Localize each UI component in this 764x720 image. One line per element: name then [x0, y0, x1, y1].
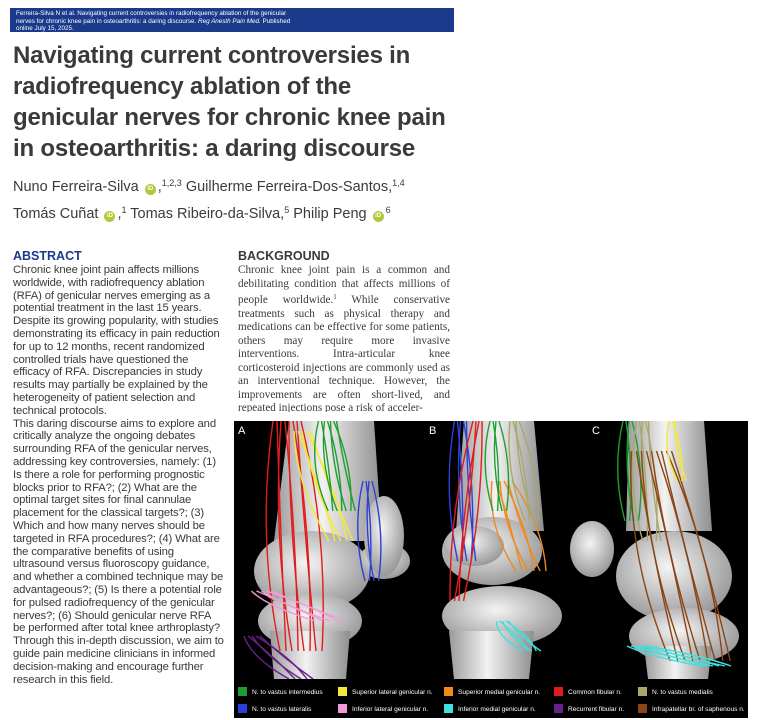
legend-item: Infrapatellar br. of saphenous n. — [638, 704, 745, 715]
legend-swatch — [238, 687, 247, 696]
knee-nerve-figure — [234, 421, 748, 718]
orcid-icon[interactable]: iD — [145, 184, 156, 195]
legend-item: Recurrent fibular n. — [554, 704, 624, 715]
author-name[interactable]: Tomas Ribeiro-da-Silva, — [130, 206, 285, 222]
legend-item: Superior medial genicular n. — [444, 687, 540, 698]
author-affiliation: 5 — [284, 205, 290, 215]
legend-item: Superior lateral genicular n. — [338, 687, 433, 698]
legend-item: Common fibular n. — [554, 687, 622, 698]
background-body — [238, 264, 450, 412]
author-affiliation: 6 — [385, 205, 391, 215]
panel-label-a: A — [238, 425, 246, 437]
background-text-b: While conservative treatments such as physical therapy and medications can be effective for some patients, others may require more invasive interventions. Intra-articular knee corticosteroid injections are commonly used as an interventional technique. However, the improvements are often short-lived, and repeated injections pose a risk of acceler- — [238, 294, 450, 412]
legend-item: N. to vastus lateralis — [238, 704, 311, 715]
legend-swatch — [638, 704, 647, 713]
legend-swatch — [554, 687, 563, 696]
author-name[interactable]: Tomás Cuñat — [13, 206, 99, 222]
citation-line1: Ferreira-Silva N et al. Navigating current controversies in radiofrequency ablation of the genicular — [16, 10, 287, 17]
orcid-icon[interactable]: iD — [104, 211, 115, 222]
author-affiliation: 1 — [121, 205, 127, 215]
reference-link[interactable]: 1 — [333, 293, 337, 301]
legend-swatch — [444, 687, 453, 696]
legend-swatch — [238, 704, 247, 713]
legend-swatch — [554, 704, 563, 713]
orcid-icon[interactable]: iD — [373, 211, 384, 222]
legend-swatch — [444, 704, 453, 713]
knee-anatomy-illustration — [234, 421, 748, 679]
panel-c-bones — [570, 421, 739, 679]
author-list: Nuno Ferreira-Silva iD ,$^{1,2,3}$ Guilherme Ferreira-Dos-Santos,$^{1,4}$ Tomás Cuñat iD ,$^1$ Tomas Ribeiro-da-Silva,$^5$ Philip Peng $iD^6$ — [13, 178, 405, 222]
author-name[interactable]: Guilherme Ferreira-Dos-Santos, — [185, 179, 393, 195]
abstract-paragraph-2: This daring discourse aims to explore and critically analyze the ongoing debates surrounding RFA of the genicular nerves, addressing key controversies, namely: (1) Is there a role for performing prognostic blocks prior to RFA?; (2) What are the optimal target sites for final cannulae placement for the classical targets?; (3) Which and how many nerves should be targeted in RFA procedures?; (4) What are the comparative benefits of using ultrasound versus fluoroscopy guidance, and whether a combined technique may be advantageous?; (5) Is there a potential role for pulsed radiofrequency of the genicular nerves?; (6) Should genicular nerve RFA be performed after total knee arthroplasty? Through this in-depth discussion, we aim to guide pain medicine clinicians in informed decision-making and encourage further research in this field. — [13, 417, 224, 686]
legend-item: Inferior lateral genicular n. — [338, 704, 428, 715]
legend-item: N. to vastus medialis — [638, 687, 713, 698]
paper-title: Navigating current controversies in radiofrequency ablation of the genicular nerves for chronic knee pain in osteoarthritis: a daring discourse — [13, 42, 446, 162]
legend-swatch — [338, 704, 347, 713]
figure-legend — [238, 679, 748, 718]
legend-swatch — [638, 687, 647, 696]
citation-line2: nerves for chronic knee pain in osteoarthritis: a daring discourse. — [16, 17, 197, 25]
panel-label-b: B — [429, 425, 437, 437]
background-heading: BACKGROUND — [238, 249, 330, 263]
nerve-strand — [618, 421, 625, 521]
legend-item: N. to vastus intermedius — [238, 687, 323, 698]
legend-item: Inferior medial genicular n. — [444, 704, 536, 715]
author-name[interactable]: Philip Peng — [293, 206, 367, 222]
author-affiliation: 1,2,3 — [161, 178, 182, 188]
panel-label-c: C — [592, 425, 600, 437]
citation-date: online July 15, 2025. — [16, 25, 74, 33]
legend-swatch — [338, 687, 347, 696]
abstract-heading: ABSTRACT — [13, 249, 82, 263]
author-affiliation: 1,4 — [392, 178, 405, 188]
citation-journal: Reg Anesth Pain Med. — [198, 17, 261, 25]
abstract-body — [13, 264, 225, 686]
background-text-a: Chronic knee joint pain is a common and debilitating condition that affects millions of people worldwide. — [238, 264, 450, 306]
abstract-paragraph-1: Chronic knee joint pain affects millions worldwide, with radiofrequency ablation (RFA) of genicular nerves emerging as a potential treatment in the last 15 years. Despite its growing popularity, with studies demonstrating its efficacy in pain reduction for up to 12 months, recent randomized controlled trials have questioned the efficacy of RFA. Discrepancies in study results may partially be explained by the heterogeneity of patient selection and technical protocols. — [13, 264, 220, 417]
citation-published: Published — [262, 17, 291, 25]
citation-banner — [10, 8, 454, 32]
author-name[interactable]: Nuno Ferreira-Silva — [13, 179, 139, 195]
